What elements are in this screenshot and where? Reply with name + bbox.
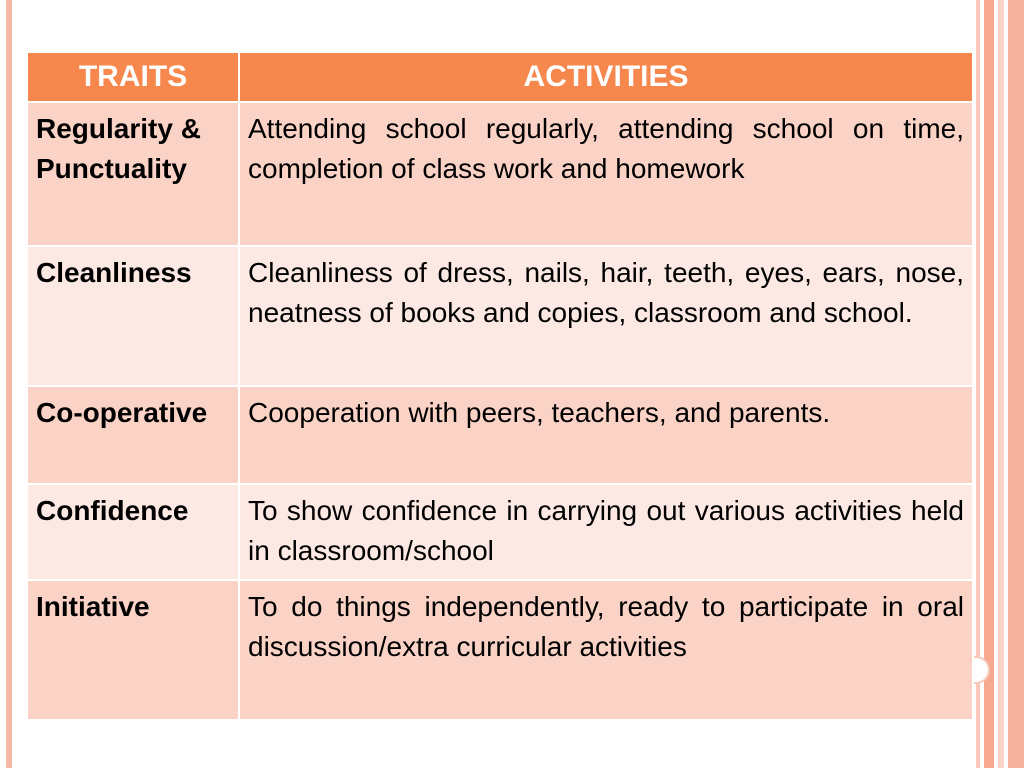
trait-cell: Initiative bbox=[27, 580, 239, 720]
left-decorative-stripe bbox=[6, 0, 12, 768]
table-row bbox=[27, 484, 973, 580]
stripe bbox=[998, 0, 1004, 768]
activity-cell: Cleanliness of dress, nails, hair, teeth, eyes, ears, nose, neatness of books and copies, classroom and school. bbox=[239, 246, 973, 386]
activity-cell: Attending school regularly, attending school on time, completion of class work and homework bbox=[239, 102, 973, 246]
traits-activities-table bbox=[26, 51, 974, 721]
trait-cell: Regularity & Punctuality bbox=[27, 102, 239, 246]
activity-cell: Cooperation with peers, teachers, and parents. bbox=[239, 386, 973, 484]
header-traits: TRAITS bbox=[27, 52, 239, 102]
activity-cell: To do things independently, ready to participate in oral discussion/extra curricular activities bbox=[239, 580, 973, 720]
table-row bbox=[27, 580, 973, 720]
activity-cell: To show confidence in carrying out various activities held in classroom/school bbox=[239, 484, 973, 580]
stripe bbox=[976, 0, 980, 768]
header-activities: ACTIVITIES bbox=[239, 52, 973, 102]
trait-cell: Cleanliness bbox=[27, 246, 239, 386]
table-row bbox=[27, 102, 973, 246]
table-header-row bbox=[27, 52, 973, 102]
stripe bbox=[984, 0, 994, 768]
trait-cell: Co-operative bbox=[27, 386, 239, 484]
stripe bbox=[1008, 0, 1024, 768]
table-row bbox=[27, 386, 973, 484]
right-decorative-stripes bbox=[976, 0, 1024, 768]
trait-cell: Confidence bbox=[27, 484, 239, 580]
table-row bbox=[27, 246, 973, 386]
